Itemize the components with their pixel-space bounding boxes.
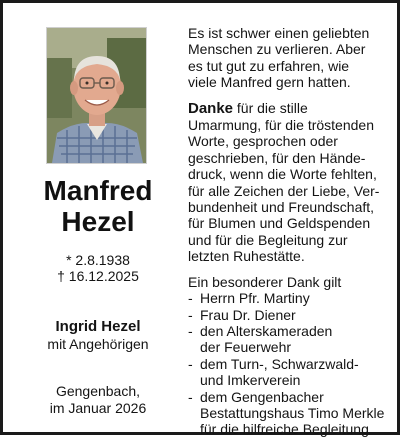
list-item <box>188 323 388 356</box>
thanks-line: für Blumen und Geldspenden <box>188 215 371 232</box>
thanks-heading: Danke <box>188 99 234 117</box>
thanks-paragraph <box>188 100 388 265</box>
thanks-line: Worte, gesprochen oder <box>188 133 338 150</box>
thanks-line: bundenheit und Freundschaft, <box>188 199 375 216</box>
list-item-continuation: der Feuerwehr <box>200 339 292 356</box>
deceased-first-name: Manfred <box>43 175 153 206</box>
thanks-line: letzten Ruhestätte. <box>188 248 305 265</box>
place: Gengenbach, <box>55 383 141 399</box>
portrait-photo <box>46 27 147 164</box>
thanks-line: und für die Begleitung zur <box>188 231 348 248</box>
thanks-line: druck, wenn die Worte fehlten, <box>188 166 377 183</box>
thanks-line: geschrieben, für den Hände- <box>188 149 366 166</box>
publication-date: im Januar 2026 <box>49 400 147 416</box>
list-item-text: Frau Dr. Diener <box>200 306 296 323</box>
list-item <box>188 356 388 389</box>
list-item-continuation: für die hilfreiche Begleitung <box>200 421 369 438</box>
deceased-last-name: Hezel <box>61 206 135 237</box>
death-date: † 16.12.2025 <box>57 268 139 284</box>
poem-line: viele Manfred gern hatten. <box>188 74 351 91</box>
list-item-text: dem Gengenbacher <box>200 388 324 405</box>
list-item-text: Herrn Pfr. Martiny <box>200 290 310 307</box>
poem-line: es tut gut zu erfahren, wie <box>188 57 350 74</box>
list-item <box>188 389 388 438</box>
signer-name: Ingrid Hezel <box>55 318 141 335</box>
special-thanks <box>188 274 388 438</box>
list-item <box>188 307 388 323</box>
left-column <box>3 3 193 432</box>
list-item-text: den Alterskameraden <box>200 322 333 339</box>
thanks-line: Umarmung, für die tröstenden <box>188 117 374 134</box>
portrait-image <box>47 28 146 163</box>
thanks-line: für alle Zeichen der Liebe, Ver- <box>188 182 380 199</box>
list-item-continuation: und Imkerverein <box>200 372 301 389</box>
thanks-line: für die stille <box>233 99 308 116</box>
special-thanks-list <box>188 290 388 438</box>
list-item-text: dem Turn-, Schwarzwald- <box>200 355 359 372</box>
right-column <box>188 25 388 438</box>
poem-line: Menschen zu verlieren. Aber <box>188 41 366 58</box>
special-thanks-intro: Ein besonderer Dank gilt <box>188 273 342 290</box>
poem-paragraph <box>188 25 388 91</box>
list-item <box>188 290 388 306</box>
birth-date: * 2.8.1938 <box>66 252 130 268</box>
poem-line: Es ist schwer einen geliebten <box>188 25 370 41</box>
signer-relation: mit Angehörigen <box>47 336 149 352</box>
list-item-continuation: Bestattungshaus Timo Merkle <box>200 404 385 421</box>
